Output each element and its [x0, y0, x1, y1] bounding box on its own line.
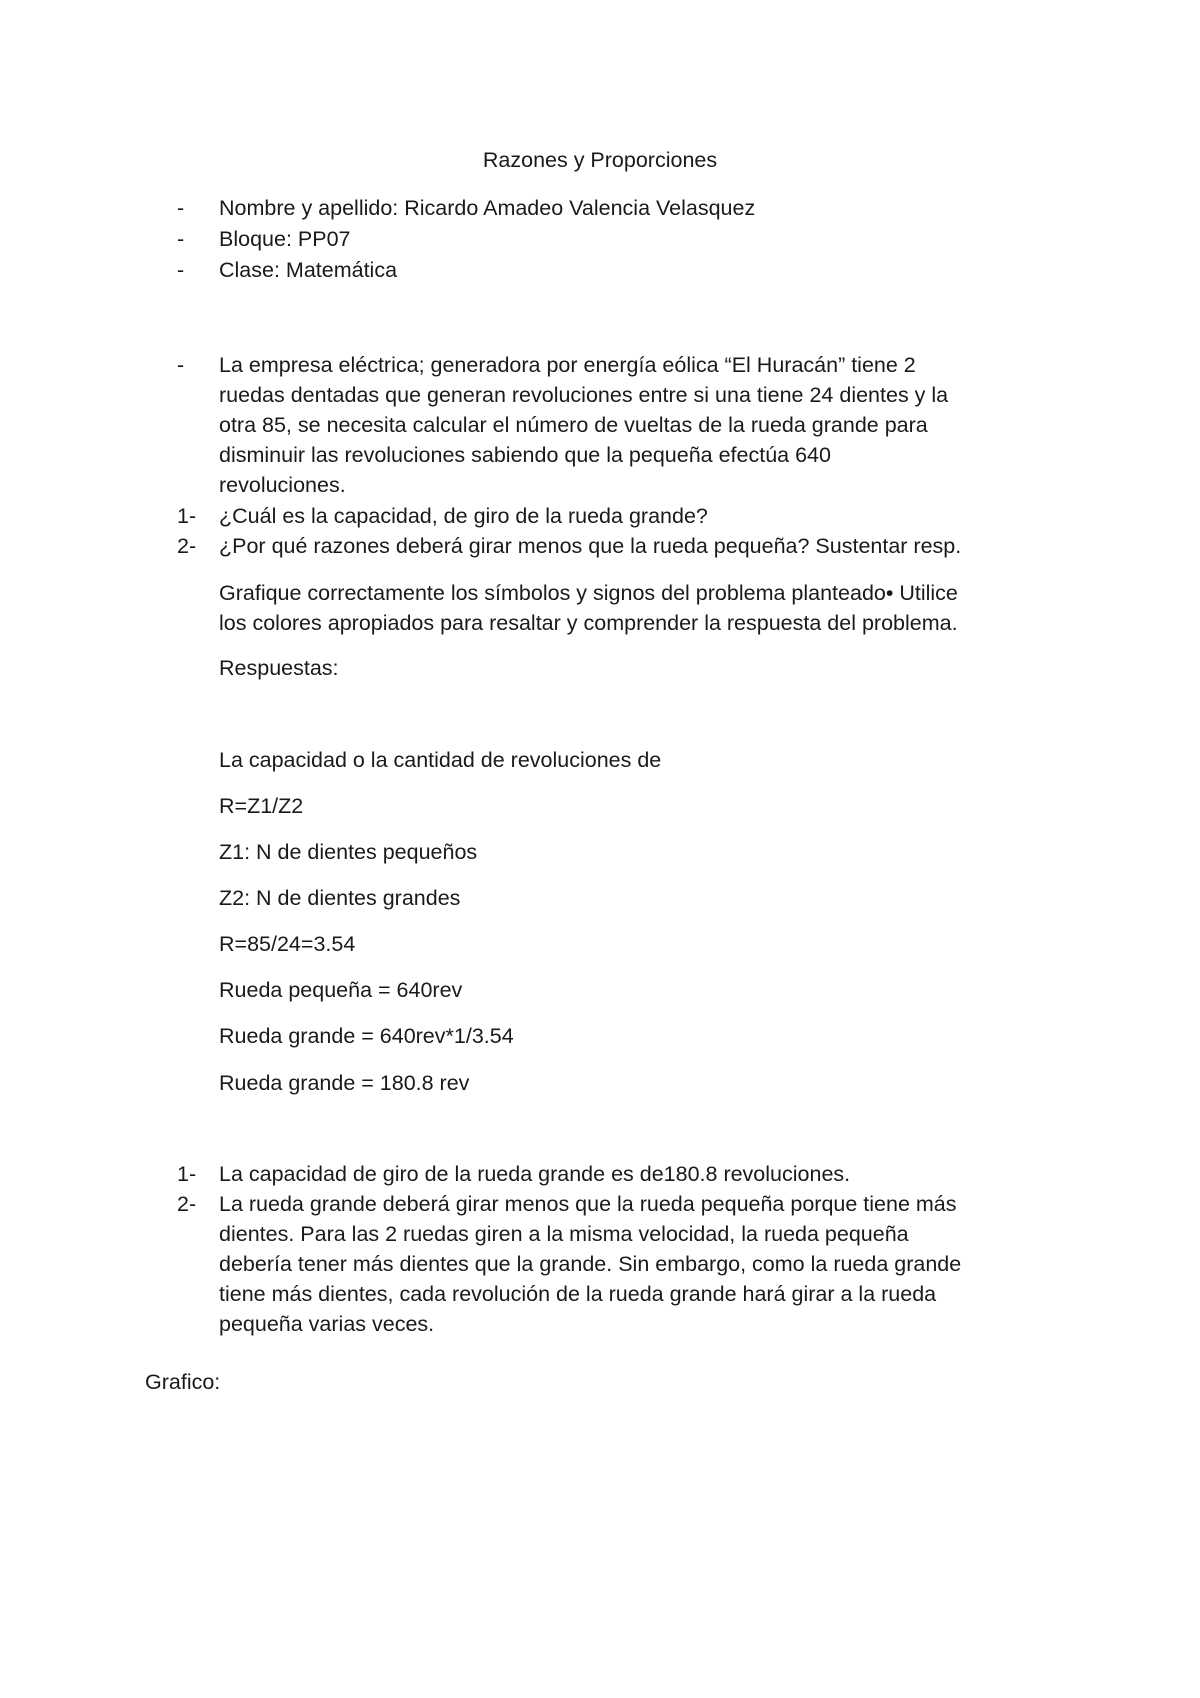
final-answer-line: debería tener más dientes que la grande. Sin embargo, como la rueda grande: [219, 1252, 962, 1276]
list-marker: -: [177, 353, 185, 377]
problem-line: disminuir las revoluciones sabiendo que la pequeña efectúa 640: [219, 443, 831, 467]
info-text: Bloque: PP07: [219, 227, 351, 251]
calc-line: La capacidad o la cantidad de revoluciones de: [219, 748, 662, 772]
list-marker: 2-: [177, 534, 197, 558]
final-answer-line: La rueda grande deberá girar menos que la rueda pequeña porque tiene más: [219, 1192, 957, 1216]
list-marker: 2-: [177, 1192, 197, 1216]
problem-line: revoluciones.: [219, 473, 346, 497]
calc-line: R=85/24=3.54: [219, 932, 356, 956]
final-answer-line: pequeña varias veces.: [219, 1312, 435, 1336]
calc-line: Z1: N de dientes pequeños: [219, 840, 478, 864]
final-answer-line: dientes. Para las 2 ruedas giren a la misma velocidad, la rueda pequeña: [219, 1222, 909, 1246]
list-marker: -: [177, 227, 185, 251]
grafico-label: Grafico:: [145, 1370, 221, 1394]
list-marker: 1-: [177, 504, 197, 528]
info-text: Clase: Matemática: [219, 258, 398, 282]
answers-heading: Respuestas:: [219, 656, 339, 680]
question-text: ¿Cuál es la capacidad, de giro de la rueda grande?: [219, 504, 708, 528]
final-answer-line: La capacidad de giro de la rueda grande es de180.8 revoluciones.: [219, 1162, 851, 1186]
list-marker: -: [177, 258, 185, 282]
calc-line: Rueda grande = 640rev*1/3.54: [219, 1024, 514, 1048]
instruction-line: los colores apropiados para resaltar y comprender la respuesta del problema.: [219, 611, 958, 635]
problem-line: La empresa eléctrica; generadora por energía eólica “El Huracán” tiene 2: [219, 353, 916, 377]
list-marker: -: [177, 196, 185, 220]
problem-line: otra 85, se necesita calcular el número de vueltas de la rueda grande para: [219, 413, 928, 437]
calc-line: Rueda pequeña = 640rev: [219, 978, 463, 1002]
calc-line: R=Z1/Z2: [219, 794, 304, 818]
calc-line: Rueda grande = 180.8 rev: [219, 1071, 470, 1095]
instruction-line: Grafique correctamente los símbolos y signos del problema planteado• Utilice: [219, 581, 958, 605]
info-text: Nombre y apellido: Ricardo Amadeo Valencia Velasquez: [219, 196, 756, 220]
question-text: ¿Por qué razones deberá girar menos que la rueda pequeña? Sustentar resp.: [219, 534, 962, 558]
problem-line: ruedas dentadas que generan revoluciones entre si una tiene 24 dientes y la: [219, 383, 949, 407]
document-title: Razones y Proporciones: [482, 148, 718, 172]
final-answer-line: tiene más dientes, cada revolución de la rueda grande hará girar a la rueda: [219, 1282, 937, 1306]
calc-line: Z2: N de dientes grandes: [219, 886, 461, 910]
list-marker: 1-: [177, 1162, 197, 1186]
